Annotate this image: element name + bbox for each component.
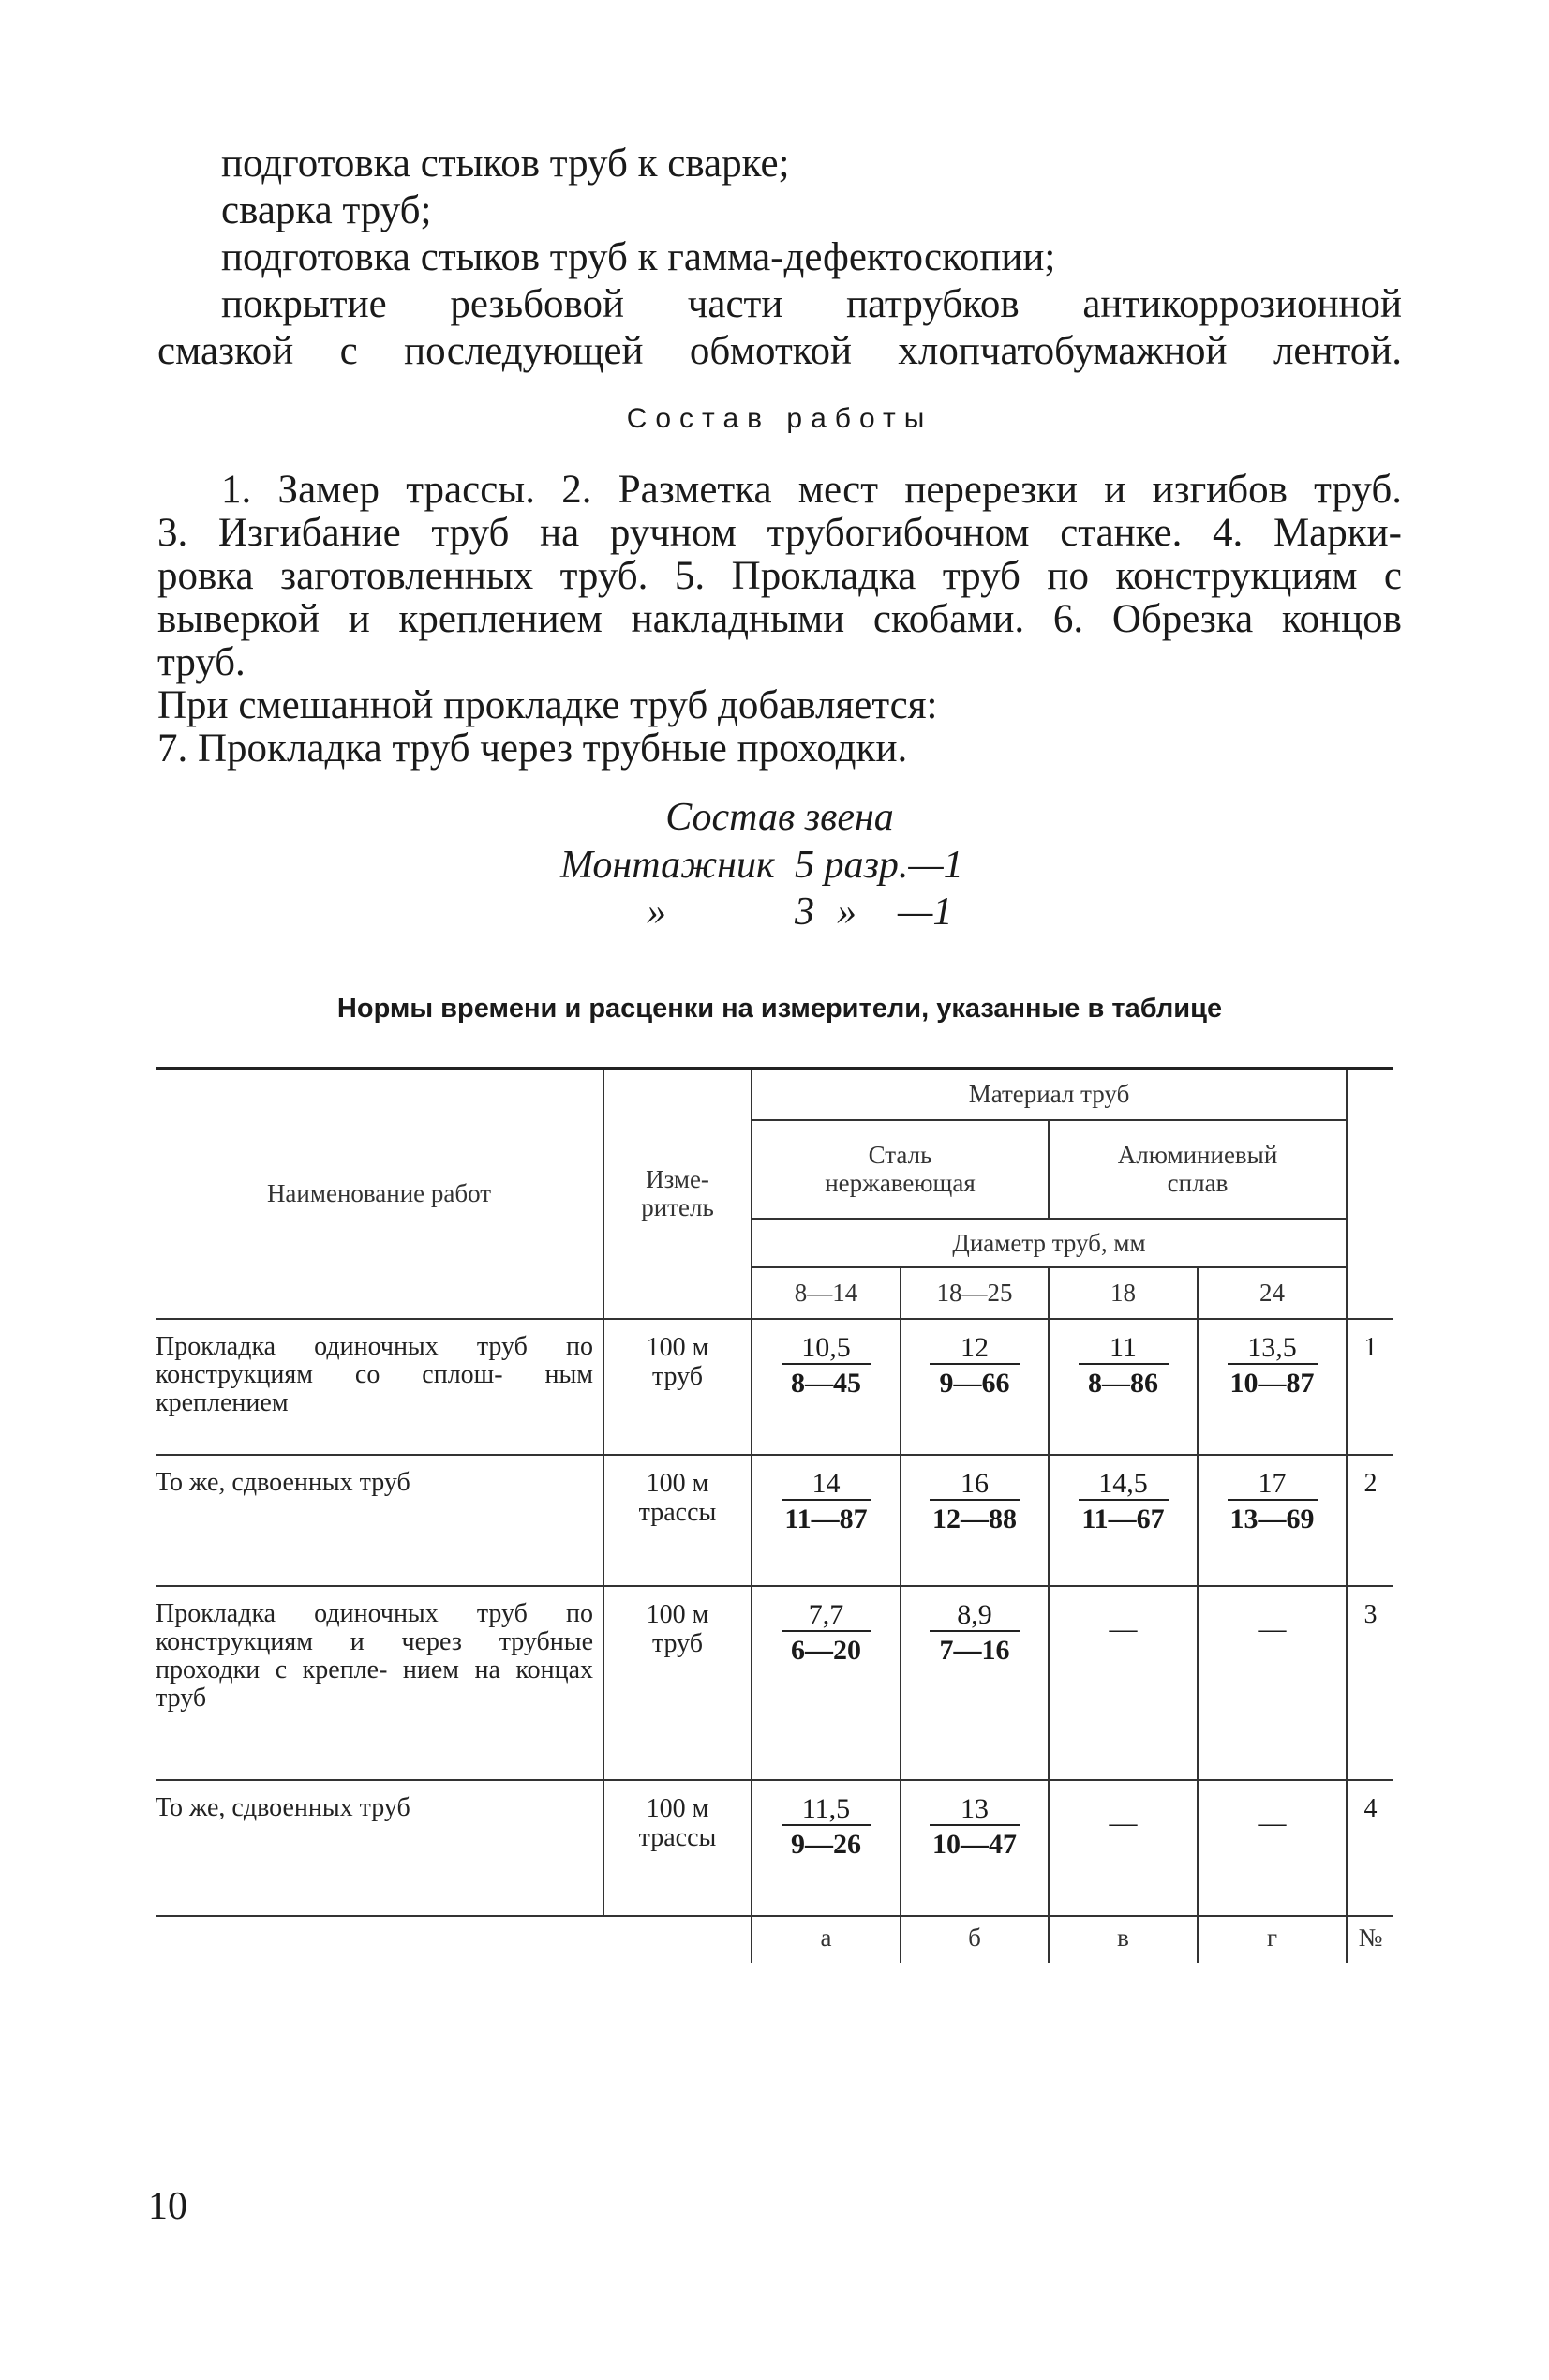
intro-line: сварка труб; xyxy=(221,188,432,232)
row-name: То же, сдвоенных труб xyxy=(156,1455,603,1586)
time-norm: 13 xyxy=(930,1794,1020,1826)
price: 7—16 xyxy=(939,1634,1010,1666)
empty-cell: — xyxy=(1049,1780,1198,1916)
work-line: ровка заготовленных труб. 5. Прокладка труб по конструкциям с xyxy=(157,554,1402,598)
column-letter: а xyxy=(752,1916,901,1963)
crew-grade: 5 разр.—1 xyxy=(795,844,963,887)
rate-cell xyxy=(1198,1455,1347,1586)
intro-line: покрытие резьбовой части патрубков антикоррозионной xyxy=(221,282,1402,326)
crew-title: Состав звена xyxy=(665,796,894,839)
price: 10—47 xyxy=(932,1828,1017,1860)
rate-cell xyxy=(752,1586,901,1780)
header-steel: Сталь нержавеющая xyxy=(752,1120,1049,1219)
price: 8—86 xyxy=(1088,1367,1158,1399)
table-row xyxy=(156,1455,1393,1586)
work-heading: Состав работы xyxy=(626,403,933,434)
price: 9—26 xyxy=(791,1828,861,1860)
time-norm: 11,5 xyxy=(782,1794,871,1826)
rate-cell xyxy=(901,1586,1049,1780)
header-d3: 18 xyxy=(1049,1267,1198,1319)
crew-row-2 xyxy=(157,890,1402,936)
work-line: труб. xyxy=(157,640,246,684)
time-norm: 14 xyxy=(782,1469,871,1501)
time-norm: 7,7 xyxy=(782,1600,871,1632)
rate-cell xyxy=(1049,1455,1198,1586)
time-norm: 17 xyxy=(1228,1469,1318,1501)
row-number: 2 xyxy=(1347,1455,1393,1586)
crew-section xyxy=(157,792,1402,936)
table-row xyxy=(156,1586,1393,1780)
work-line: 3. Изгибание труб на ручном трубогибочном станке. 4. Марки- xyxy=(157,511,1402,555)
time-norm: 14,5 xyxy=(1079,1469,1169,1501)
row-name: Прокладка одиночных труб по конструкциям со сплош- ным креплением xyxy=(156,1319,603,1455)
intro-text xyxy=(157,141,1402,375)
row-number: 3 xyxy=(1347,1586,1393,1780)
column-letter: № xyxy=(1358,1923,1383,1952)
header-d2: 18—25 xyxy=(901,1267,1049,1319)
header-d4: 24 xyxy=(1198,1267,1347,1319)
rate-cell xyxy=(1049,1319,1198,1455)
rate-cell xyxy=(901,1455,1049,1586)
time-norm: 10,5 xyxy=(782,1333,871,1365)
header-name: Наименование работ xyxy=(156,1069,603,1319)
empty-cell: — xyxy=(1198,1780,1347,1916)
row-number: 4 xyxy=(1347,1780,1393,1916)
crew-ditto: » xyxy=(647,891,666,934)
price: 6—20 xyxy=(791,1634,861,1666)
price: 13—69 xyxy=(1229,1503,1315,1534)
intro-line: подготовка стыков труб к сварке; xyxy=(221,142,790,186)
header-no-cell xyxy=(1347,1069,1393,1319)
work-line: При смешанной прокладке труб добавляется: xyxy=(157,683,938,727)
header-diameter: Диаметр труб, мм xyxy=(752,1219,1347,1267)
crew-ditto: » xyxy=(837,891,856,934)
crew-count: —1 xyxy=(898,891,953,934)
column-letter: в xyxy=(1049,1916,1198,1963)
row-name: То же, сдвоенных труб xyxy=(156,1780,603,1916)
table-caption: Нормы времени и расценки на измерители, указанные в таблице xyxy=(336,994,1223,1024)
norms-table xyxy=(156,1067,1393,1963)
crew-row-1 xyxy=(157,843,1402,890)
row-measure: 100 м трассы xyxy=(603,1780,752,1916)
footer-spacer xyxy=(603,1916,752,1963)
rate-cell xyxy=(752,1319,901,1455)
price: 8—45 xyxy=(791,1367,861,1399)
intro-line: подготовка стыков труб к гамма-дефектоскопии; xyxy=(221,235,1056,279)
empty-cell: — xyxy=(1198,1586,1347,1780)
column-letter: б xyxy=(901,1916,1049,1963)
work-line: выверкой и креплением накладными скобами. 6. Обрезка концов xyxy=(157,597,1402,641)
header-measure: Изме- ритель xyxy=(603,1069,752,1319)
header-aluminum: Алюминиевый сплав xyxy=(1049,1120,1347,1219)
table-footer xyxy=(156,1916,1393,1963)
rate-cell xyxy=(752,1780,901,1916)
price: 12—88 xyxy=(932,1503,1017,1534)
time-norm: 8,9 xyxy=(930,1600,1020,1632)
row-number: 1 xyxy=(1347,1319,1393,1455)
table-row xyxy=(156,1780,1393,1916)
footer-spacer xyxy=(156,1916,603,1963)
row-measure: 100 м труб xyxy=(603,1319,752,1455)
row-measure: 100 м трассы xyxy=(603,1455,752,1586)
header-d1: 8—14 xyxy=(752,1267,901,1319)
row-measure: 100 м труб xyxy=(603,1586,752,1780)
time-norm: 11 xyxy=(1079,1333,1169,1365)
work-text xyxy=(157,469,1402,771)
row-name: Прокладка одиночных труб по конструкциям и через трубные проходки с крепле- нием на концах труб xyxy=(156,1586,603,1780)
intro-line: смазкой с последующей обмоткой хлопчатобумажной лентой. xyxy=(157,329,1402,373)
table-row xyxy=(156,1319,1393,1455)
rate-cell xyxy=(1198,1319,1347,1455)
time-norm: 16 xyxy=(930,1469,1020,1501)
time-norm: 13,5 xyxy=(1228,1333,1318,1365)
price: 10—87 xyxy=(1229,1367,1315,1399)
time-norm: 12 xyxy=(930,1333,1020,1365)
price: 11—67 xyxy=(1081,1503,1165,1534)
crew-grade: 3 xyxy=(795,891,814,934)
rate-cell xyxy=(901,1319,1049,1455)
price: 9—66 xyxy=(939,1367,1010,1399)
work-line: 1. Замер трассы. 2. Разметка мест перерезки и изгибов труб. xyxy=(221,468,1402,512)
column-letter: г xyxy=(1198,1916,1347,1963)
rate-cell xyxy=(752,1455,901,1586)
price: 11—87 xyxy=(784,1503,868,1534)
work-line: 7. Прокладка труб через трубные проходки. xyxy=(157,726,908,771)
empty-cell: — xyxy=(1049,1586,1198,1780)
page-number: 10 xyxy=(148,2185,187,2228)
rate-cell xyxy=(901,1780,1049,1916)
header-material: Материал труб xyxy=(752,1069,1347,1120)
crew-role: Монтажник xyxy=(560,844,775,887)
